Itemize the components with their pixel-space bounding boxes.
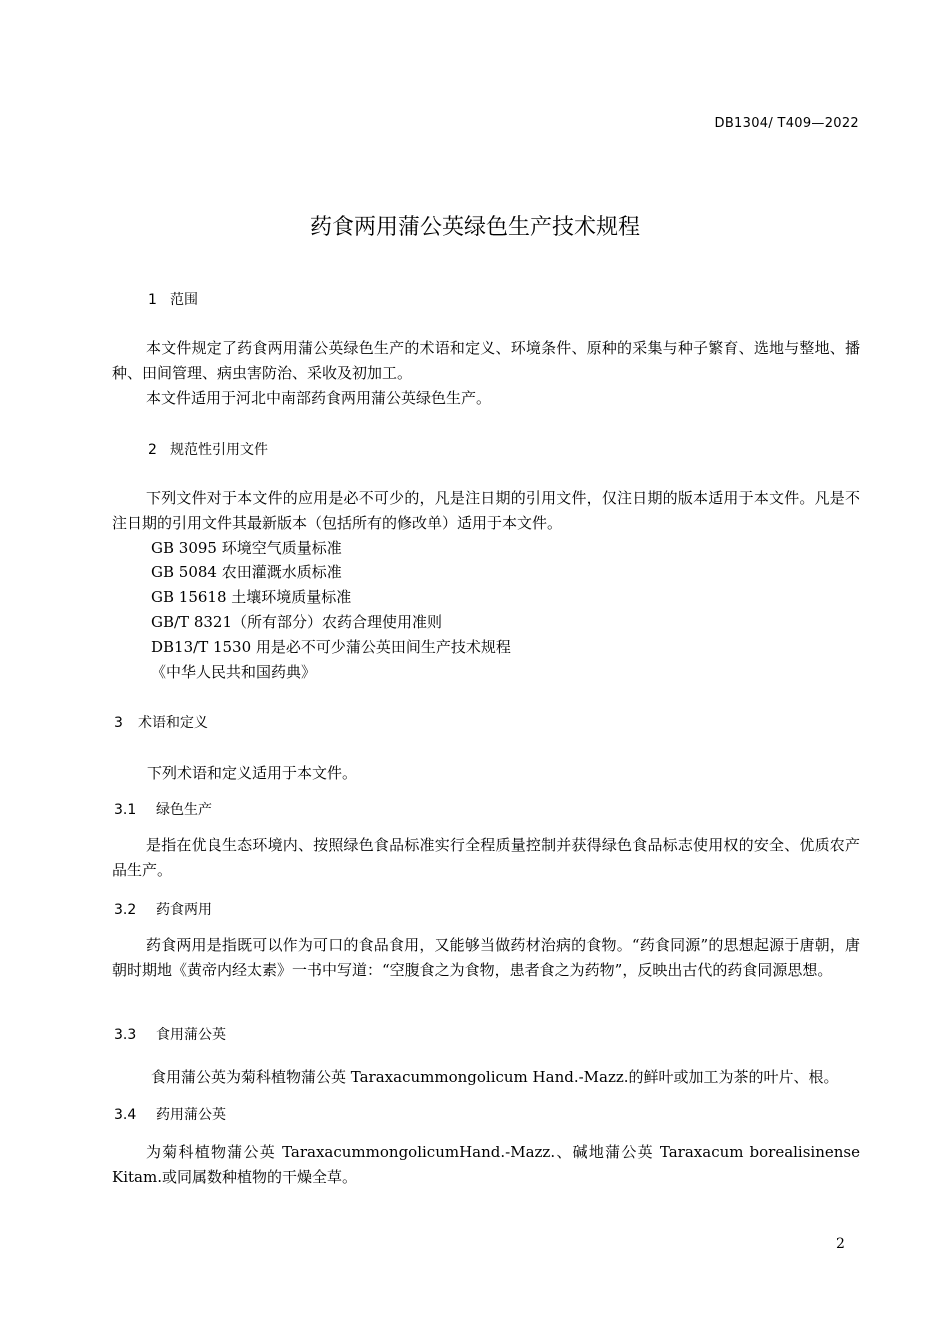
subsection-3-2-text: 药食两用是指既可以作为可口的食品食用，又能够当做药材治病的食物。“药食同源”的思想起源于唐朝，唐朝时期地《黄帝内经太素》一书中写道：“空腹食之为食物，患者食之为药物”，反映出古代的药食同源思想。 [112,936,860,979]
section-number: 2 [148,442,157,458]
subsection-title: 药用蒲公英 [156,1107,226,1123]
subsection-title: 绿色生产 [156,802,212,818]
subsection-3-1-heading [114,799,212,819]
subsection-number: 3.2 [114,902,137,918]
subsection-title: 药食两用 [156,902,212,918]
section-2-paragraph: 下列文件对于本文件的应用是必不可少的，凡是注日期的引用文件，仅注日期的版本适用于本文件。凡是不注日期的引用文件其最新版本（包括所有的修改单）适用于本文件。 [112,489,860,532]
reference-item: GB 5084 农田灌溉水质标准 [151,563,342,581]
section-title: 范围 [170,292,198,308]
section-number: 1 [148,292,157,308]
reference-item: GB/T 8321（所有部分）农药合理使用准则 [151,613,443,631]
subsection-3-3-heading [114,1024,226,1044]
section-3-heading [114,712,208,732]
section-title: 规范性引用文件 [170,442,268,458]
reference-item: GB 3095 环境空气质量标准 [151,539,342,557]
page-number: 2 [836,1236,845,1252]
subsection-3-1-text: 是指在优良生态环境内、按照绿色食品标准实行全程质量控制并获得绿色食品标志使用权的安全、优质农产品生产。 [112,836,860,879]
subsection-number: 3.3 [114,1027,137,1043]
subsection-number: 3.1 [114,802,137,818]
section-2-heading [148,439,268,459]
reference-item: 《中华人民共和国药典》 [151,663,317,681]
section-number: 3 [114,715,123,731]
subsection-3-2-heading [114,899,212,919]
reference-item: DB13/T 1530 用是必不可少蒲公英田间生产技术规程 [151,638,511,656]
subsection-3-3-text: 食用蒲公英为菊科植物蒲公英 Taraxacummongolicum Hand.-Mazz.的鲜叶或加工为茶的叶片、根。 [151,1068,839,1086]
document-title: 药食两用蒲公英绿色生产技术规程 [309,215,640,240]
subsection-3-4-text: 为菊科植物蒲公英 TaraxacummongolicumHand.-Mazz.、碱地蒲公英 Taraxacum borealisinense Kitam.或同属数种植物的干燥全草。 [112,1143,860,1186]
document-code: DB1304/ T409—2022 [714,116,859,131]
subsection-number: 3.4 [114,1107,137,1123]
reference-item: GB 15618 土壤环境质量标准 [151,588,352,606]
section-1-heading [148,289,198,309]
section-3-intro: 下列术语和定义适用于本文件。 [147,764,358,782]
subsection-title: 食用蒲公英 [156,1027,226,1043]
section-1-paragraph-1: 本文件规定了药食两用蒲公英绿色生产的术语和定义、环境条件、原种的采集与种子繁育、选地与整地、播种、田间管理、病虫害防治、采收及初加工。 [112,339,860,382]
section-title: 术语和定义 [138,715,208,731]
subsection-3-4-heading [114,1104,226,1124]
section-1-paragraph-2: 本文件适用于河北中南部药食两用蒲公英绿色生产。 [146,389,492,407]
